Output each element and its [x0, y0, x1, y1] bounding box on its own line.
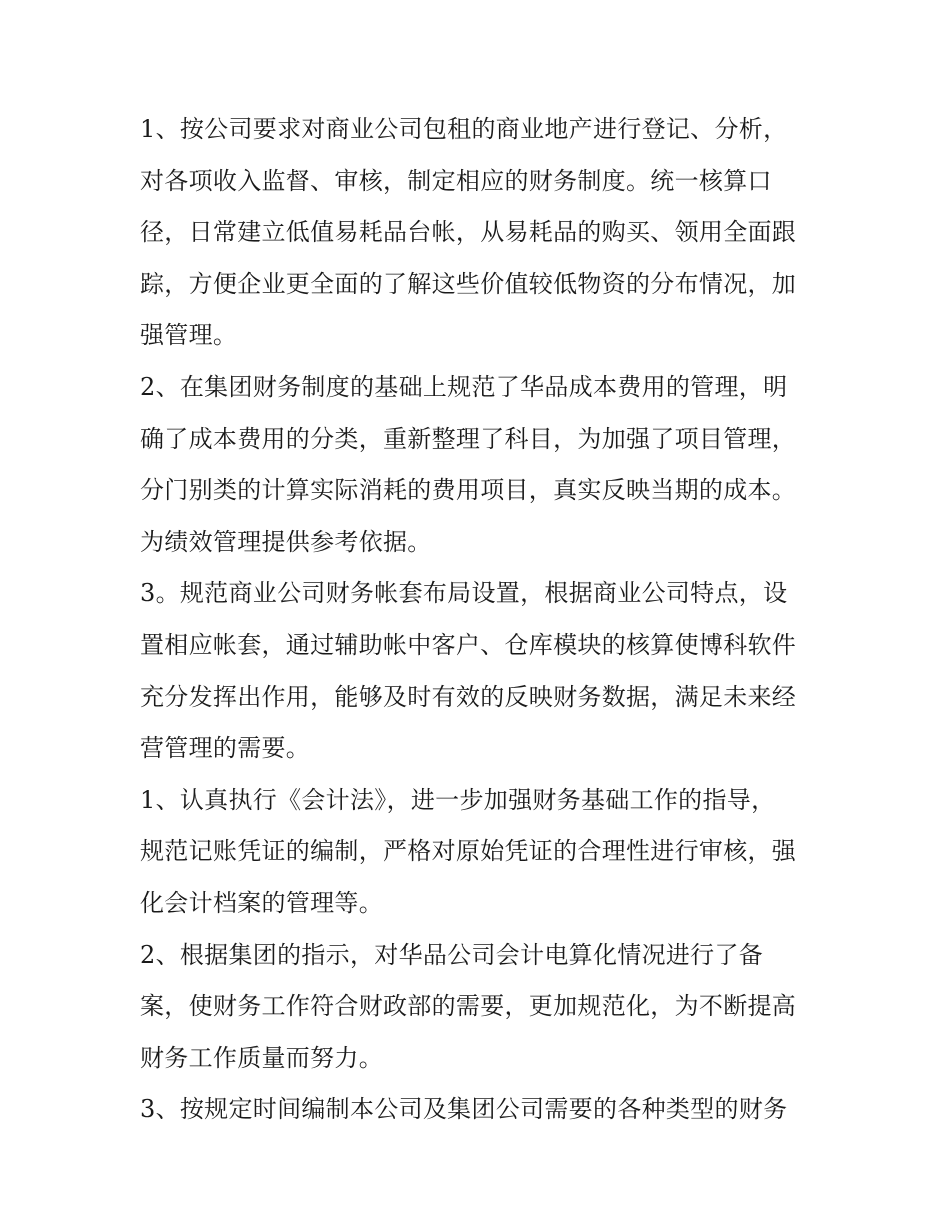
text-line: 确了成本费用的分类，重新整理了科目，为加强了项目管理，: [140, 424, 797, 453]
text-line: 1、认真执行《会计法》，进一步加强财务基础工作的指导，: [140, 785, 776, 814]
paragraph-3: [140, 568, 815, 774]
text-line: 强管理。: [140, 321, 238, 350]
paragraph-6: [140, 1084, 815, 1136]
text-line: 2、根据集团的指示，对华品公司会计电算化情况进行了备: [140, 940, 764, 969]
text-line: 规范记账凭证的编制，严格对原始凭证的合理性进行审核，强: [140, 837, 797, 866]
text-line: 化会计档案的管理等。: [140, 888, 383, 917]
text-line: 置相应帐套，通过辅助帐中客户、仓库模块的核算使博科软件: [140, 630, 797, 659]
text-line: 财务工作质量而努力。: [140, 1043, 383, 1072]
text-line: 分门别类的计算实际消耗的费用项目，真实反映当期的成本。: [140, 476, 797, 505]
text-line: 踪，方便企业更全面的了解这些价值较低物资的分布情况，加: [140, 269, 797, 298]
text-line: 充分发挥出作用，能够及时有效的反映财务数据，满足未来经: [140, 682, 797, 711]
text-line: 3、按规定时间编制本公司及集团公司需要的各种类型的财务: [140, 1095, 788, 1124]
text-line: 营管理的需要。: [140, 734, 311, 763]
text-line: 案，使财务工作符合财政部的需要，更加规范化，为不断提高: [140, 992, 797, 1021]
paragraph-1: [140, 104, 815, 362]
text-line: 1、按公司要求对商业公司包租的商业地产进行登记、分析，: [140, 115, 788, 143]
text-line: 3。规范商业公司财务帐套布局设置，根据商业公司特点，设: [140, 579, 788, 608]
text-line: 径，日常建立低值易耗品台帐，从易耗品的购买、领用全面跟: [140, 218, 797, 247]
paragraph-4: [140, 775, 815, 930]
text-line: 为绩效管理提供参考依据。: [140, 527, 432, 556]
text-line: 2、在集团财务制度的基础上规范了华品成本费用的管理，明: [140, 372, 788, 401]
paragraph-2: [140, 362, 815, 568]
paragraph-5: [140, 930, 815, 1085]
document-body: [140, 104, 815, 1136]
text-line: 对各项收入监督、审核，制定相应的财务制度。统一核算口: [140, 166, 772, 195]
